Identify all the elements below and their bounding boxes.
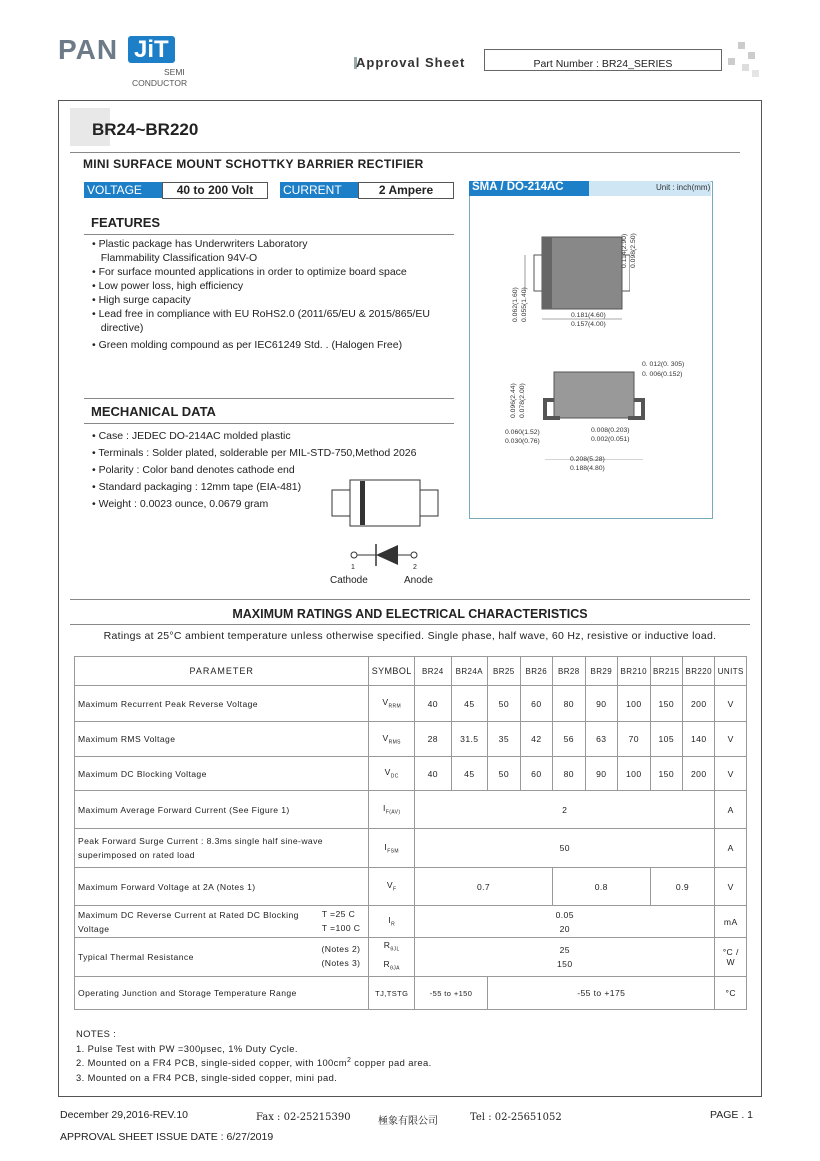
current-value: 2 Ampere [358, 182, 454, 199]
value-cell: 70 [618, 722, 650, 757]
param-cell [75, 829, 369, 868]
param-cell: Maximum DC Blocking Voltage [75, 757, 369, 791]
value-cell: 0.8 [553, 868, 650, 906]
symbol-sub: RMS [388, 739, 401, 746]
header-cell: SYMBOL [369, 657, 415, 686]
param-line: Peak Forward Surge Current : 8.3ms single half sine-wave [78, 836, 323, 846]
symbol-text: V [384, 767, 391, 778]
param-cell [75, 906, 369, 938]
value-cell: 140 [683, 722, 715, 757]
value-cell: 35 [488, 722, 520, 757]
feature-item: • Low power loss, high efficiency [92, 280, 244, 292]
mechanical-title: MECHANICAL DATA [91, 404, 216, 419]
symbol-text: V [382, 732, 389, 743]
polarity-body-drawing [330, 478, 440, 530]
footer-page: PAGE . 1 [710, 1109, 753, 1121]
value-line: 150 [556, 959, 573, 969]
value-cell: 100 [618, 686, 650, 722]
value-cell: -55 to +150 [415, 977, 488, 1010]
features-title: FEATURES [91, 215, 161, 230]
symbol-sub: RRM [388, 703, 402, 710]
dim-label: 0.002(0.051) [591, 436, 630, 443]
dim-label: 0.181(4.60) [571, 312, 606, 319]
cathode-label: Cathode [330, 575, 368, 586]
pin1-label: 1 [351, 564, 355, 571]
mechanical-item: • Weight : 0.0023 ounce, 0.0679 gram [92, 498, 269, 510]
feature-item: Flammability Classification 94V-O [92, 252, 258, 264]
decoration-square [728, 58, 735, 65]
header-cell: BR26 [520, 657, 552, 686]
note-line: (Notes 3) [321, 958, 361, 968]
param-line: superimposed on rated load [78, 850, 195, 860]
value-cell: 100 [618, 757, 650, 791]
header-cell: BR25 [488, 657, 520, 686]
ratings-conditions: Ratings at 25°C ambient temperature unless otherwise specified. Single phase, half wave, 60 Hz, resistive or inductive load. [103, 630, 717, 642]
divider [70, 152, 740, 153]
unit-cell: A [715, 829, 747, 868]
header-cell: BR24 [415, 657, 452, 686]
value-cell: 150 [650, 686, 682, 722]
package-unit: Unit : inch(mm) [656, 183, 711, 192]
pin2-label: 2 [413, 564, 417, 571]
value-cell: 42 [520, 722, 552, 757]
symbol-cell [369, 938, 415, 977]
symbol-text: V [386, 880, 394, 891]
dim-label: 0.078(2.00) [519, 383, 526, 418]
decoration-square [752, 70, 759, 77]
note-2-text-end: copper pad area. [351, 1057, 432, 1069]
value-line: 0.05 [555, 909, 574, 920]
value-cell: 150 [650, 757, 682, 791]
dim-label: 0.098(2.50) [630, 233, 637, 268]
features-list [92, 237, 462, 352]
symbol-cell [369, 906, 415, 938]
decoration-square [748, 52, 755, 59]
unit-cell: °C [715, 977, 747, 1010]
unit-cell: °C / W [715, 938, 747, 977]
symbol-text: I [388, 915, 392, 926]
feature-item: • For surface mounted applications in order to optimize board space [92, 266, 407, 278]
symbol-text: I [382, 803, 386, 814]
note-2-text: 2. Mounted on a FR4 PCB, single-sided copper, with 100cm [76, 1057, 347, 1069]
value-cell: 50 [488, 686, 520, 722]
package-title: SMA / DO-214AC [472, 181, 564, 193]
header-cell: UNITS [715, 657, 747, 686]
value-cell: 60 [520, 686, 552, 722]
value-cell: 56 [553, 722, 585, 757]
symbol-text: V [382, 697, 389, 708]
value-line: 20 [559, 923, 570, 934]
table-row [75, 791, 747, 829]
header-cell: BR24A [451, 657, 488, 686]
symbol-cell [369, 686, 415, 722]
param-line: Voltage [78, 923, 110, 934]
ir-conditions [322, 907, 361, 935]
value-cell [415, 938, 715, 977]
table-row [75, 868, 747, 906]
unit-cell: A [715, 791, 747, 829]
note-3: 3. Mounted on a FR4 PCB, single-sided copper, mini pad. [76, 1072, 338, 1083]
value-cell: 105 [650, 722, 682, 757]
dim-label: 0. 012(0. 305) [642, 361, 685, 368]
unit-cell: V [715, 686, 747, 722]
dim-label: 0.188(4.80) [570, 465, 605, 472]
value-cell: 50 [488, 757, 520, 791]
param-line: Typical Thermal Resistance [78, 952, 194, 962]
value-cell: 40 [415, 686, 452, 722]
cond-line: T =25 C [321, 909, 356, 919]
cond-line: T =100 C [321, 923, 361, 933]
subtitle: MINI SURFACE MOUNT SCHOTTKY BARRIER RECTIFIER [83, 157, 424, 171]
symbol-cell [369, 791, 415, 829]
divider [84, 234, 454, 235]
current-label: CURRENT [280, 182, 358, 198]
note-2 [76, 1057, 432, 1068]
table-header-row [75, 657, 747, 686]
value-line: 25 [559, 945, 570, 955]
anode-label: Anode [404, 575, 433, 586]
value-cell: -55 to +175 [488, 977, 715, 1010]
footer-fax: Fax : 02-25215390 [256, 1112, 351, 1123]
dim-label: 0.096(2.44) [510, 383, 517, 418]
dim-label: 0.008(0.203) [591, 427, 630, 434]
feature-item: • High surge capacity [92, 294, 191, 306]
voltage-value: 40 to 200 Volt [162, 182, 268, 199]
symbol-cell [369, 829, 415, 868]
value-cell: 63 [585, 722, 617, 757]
package-side-view-drawing [540, 360, 650, 460]
table-row [75, 722, 747, 757]
symbol-sub: F [393, 886, 397, 893]
value-cell: 80 [553, 757, 585, 791]
decoration-square [742, 64, 749, 71]
value-cell: 200 [683, 757, 715, 791]
note-line: (Notes 2) [321, 944, 361, 954]
symbol-text: R [383, 940, 391, 951]
table-row [75, 757, 747, 791]
value-cell: 40 [415, 757, 452, 791]
symbol-sub: R [391, 921, 396, 928]
notes-title: NOTES : [76, 1028, 117, 1039]
logo-jit-text: JiT [128, 36, 175, 63]
footer-issue-date: APPROVAL SHEET ISSUE DATE : 6/27/2019 [60, 1131, 274, 1143]
dim-label: 0.030(0.76) [505, 438, 540, 445]
dim-label: 0. 006(0.152) [642, 371, 683, 378]
header-cell: BR215 [650, 657, 682, 686]
page-title: BR24~BR220 [92, 120, 199, 139]
divider [84, 423, 454, 424]
table-row [75, 829, 747, 868]
table-row [75, 977, 747, 1010]
header-cell: PARAMETER [75, 657, 369, 686]
diode-symbol-icon [348, 542, 420, 568]
unit-cell: V [715, 722, 747, 757]
param-cell: Maximum Average Forward Current (See Figure 1) [75, 791, 369, 829]
approval-sheet-label: Approval Sheet [356, 55, 466, 70]
symbol-sub: DC [390, 773, 399, 780]
symbol-sub: FSM [387, 848, 399, 855]
symbol-cell [369, 757, 415, 791]
value-cell: 60 [520, 757, 552, 791]
value-cell: 80 [553, 686, 585, 722]
note-2-sup: 2 [346, 1057, 352, 1064]
header-cell: BR29 [585, 657, 617, 686]
logo-pan-text: PAN [58, 34, 119, 65]
param-cell: Maximum Forward Voltage at 2A (Notes 1) [75, 868, 369, 906]
dim-label: 0.060(1.52) [505, 429, 540, 436]
voltage-label: VOLTAGE [84, 182, 162, 198]
dim-label: 0.114(2.90) [621, 233, 628, 268]
table-row [75, 938, 747, 977]
dim-label: 0.055(1.40) [521, 287, 528, 322]
unit-cell: V [715, 868, 747, 906]
header-cell: BR28 [553, 657, 585, 686]
header-cell: BR210 [618, 657, 650, 686]
footer-date: December 29,2016-REV.10 [60, 1109, 189, 1121]
note-1: 1. Pulse Test with PW =300μsec, 1% Duty Cycle. [76, 1043, 298, 1054]
symbol-sub: θJA [390, 965, 400, 972]
param-cell: Maximum RMS Voltage [75, 722, 369, 757]
header-cell: BR220 [683, 657, 715, 686]
symbol-sub: θJL [390, 947, 400, 953]
value-cell: 50 [415, 829, 715, 868]
param-cell: Maximum Recurrent Peak Reverse Voltage [75, 686, 369, 722]
value-cell: 0.7 [415, 868, 553, 906]
dim-label: 0.208(5.28) [570, 456, 605, 463]
value-cell: 28 [415, 722, 452, 757]
dim-label: 0.157(4.00) [571, 321, 606, 328]
param-line: Maximum DC Reverse Current at Rated DC Blocking [78, 909, 299, 920]
value-cell: 90 [585, 686, 617, 722]
footer-company: 極象有限公司 [378, 1116, 438, 1127]
table-row [75, 906, 747, 938]
feature-item: directive) [92, 322, 144, 334]
value-cell: 90 [585, 757, 617, 791]
value-cell: 0.9 [650, 868, 715, 906]
divider [70, 624, 750, 625]
footer-tel: Tel : 02-25651052 [470, 1112, 562, 1123]
part-number-box: Part Number : BR24_SERIES [484, 49, 722, 71]
mechanical-item: • Terminals : Solder plated, solderable per MIL-STD-750,Method 2026 [92, 447, 417, 459]
param-cell: Operating Junction and Storage Temperature Range [75, 977, 369, 1010]
symbol-cell: TJ,TSTG [369, 977, 415, 1010]
ratings-table [74, 656, 747, 1010]
mechanical-item: • Polarity : Color band denotes cathode end [92, 464, 295, 476]
dim-label: 0.062(1.60) [512, 287, 519, 322]
value-cell [415, 906, 715, 938]
symbol-text: R [383, 959, 391, 969]
logo-conductor-text: CONDUCTOR [132, 78, 188, 88]
feature-item: • Lead free in compliance with EU RoHS2.0 (2011/65/EU & 2015/865/EU [92, 308, 430, 320]
divider [70, 599, 750, 600]
unit-cell: V [715, 757, 747, 791]
divider [84, 398, 454, 399]
value-cell: 45 [451, 757, 488, 791]
unit-cell: mA [715, 906, 747, 938]
symbol-cell [369, 722, 415, 757]
feature-item: • Green molding compound as per IEC61249 Std. . (Halogen Free) [92, 339, 403, 351]
symbol-cell [369, 868, 415, 906]
value-cell: 2 [415, 791, 715, 829]
mechanical-item: • Case : JEDEC DO-214AC molded plastic [92, 430, 291, 442]
mechanical-item: • Standard packaging : 12mm tape (EIA-481) [92, 481, 302, 493]
ratings-title: MAXIMUM RATINGS AND ELECTRICAL CHARACTERISTICS [232, 607, 588, 621]
value-cell: 45 [451, 686, 488, 722]
decoration-square [738, 42, 745, 49]
value-cell: 200 [683, 686, 715, 722]
table-row [75, 686, 747, 722]
rth-notes [321, 942, 360, 970]
symbol-text: I [384, 841, 388, 852]
logo-semi-text: SEMI [164, 67, 185, 77]
package-top-view-drawing [500, 225, 630, 335]
feature-item: • Plastic package has Underwriters Laboratory [92, 238, 308, 250]
param-cell [75, 938, 369, 977]
symbol-sub: F(AV) [385, 809, 401, 816]
value-cell: 31.5 [451, 722, 488, 757]
